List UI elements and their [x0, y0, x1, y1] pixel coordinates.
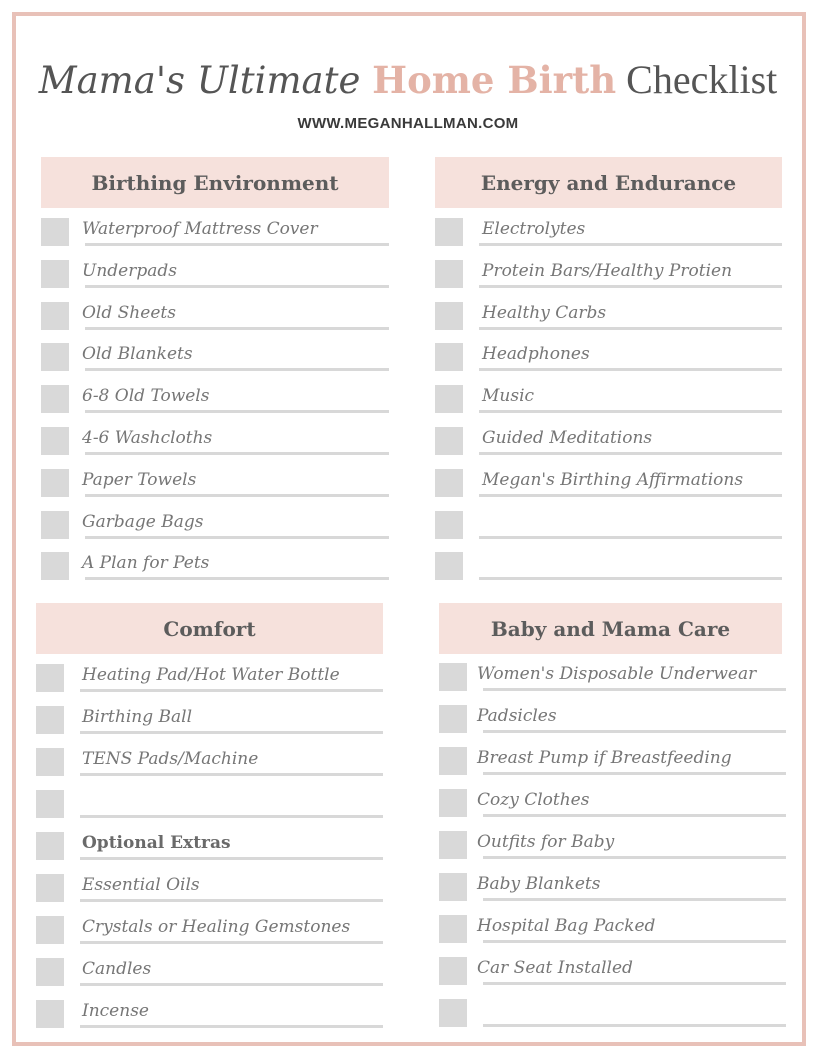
- item-label: Padsicles: [477, 706, 557, 726]
- checkbox[interactable]: [439, 999, 467, 1027]
- writing-line: [85, 285, 389, 288]
- checkbox[interactable]: [41, 552, 69, 580]
- checklist-item: [36, 832, 383, 874]
- checkbox[interactable]: [36, 748, 64, 776]
- section-heading: Baby and Mama Care: [439, 603, 782, 654]
- writing-line: [85, 410, 389, 413]
- writing-line: [80, 731, 383, 734]
- checklist-item: [435, 427, 782, 469]
- checkbox[interactable]: [439, 789, 467, 817]
- item-label: Hospital Bag Packed: [477, 916, 656, 936]
- title-part-3: Checklist: [616, 57, 778, 102]
- checklist-item: [36, 706, 383, 748]
- writing-line: [483, 898, 786, 901]
- writing-line: [483, 856, 786, 859]
- checkbox[interactable]: [439, 957, 467, 985]
- writing-line: [80, 689, 383, 692]
- checkbox[interactable]: [36, 706, 64, 734]
- writing-line: [85, 368, 389, 371]
- checklist-item: [439, 705, 786, 747]
- item-label: Breast Pump if Breastfeeding: [477, 748, 732, 768]
- writing-line: [483, 940, 786, 943]
- item-label: Crystals or Healing Gemstones: [82, 917, 351, 937]
- item-label: A Plan for Pets: [82, 553, 210, 573]
- item-label: Incense: [82, 1001, 149, 1021]
- writing-line: [80, 773, 383, 776]
- writing-line: [80, 941, 383, 944]
- item-label: Cozy Clothes: [477, 790, 590, 810]
- writing-line: [80, 815, 383, 818]
- item-label: TENS Pads/Machine: [82, 749, 259, 769]
- writing-line: [80, 899, 383, 902]
- checklist-item: [439, 831, 786, 873]
- checkbox[interactable]: [435, 511, 463, 539]
- item-label: Birthing Ball: [82, 707, 193, 727]
- writing-line: [85, 577, 389, 580]
- item-label: Headphones: [482, 344, 590, 364]
- title-part-2: Home Birth: [372, 58, 617, 102]
- checklist-item: [41, 302, 389, 344]
- item-label: Music: [482, 386, 535, 406]
- writing-line: [479, 327, 782, 330]
- checklist-item: [435, 511, 782, 553]
- item-label: Essential Oils: [82, 875, 200, 895]
- checklist-item: [435, 302, 782, 344]
- checklist-item: [439, 957, 786, 999]
- writing-line: [85, 452, 389, 455]
- item-label: Outfits for Baby: [477, 832, 615, 852]
- writing-line: [85, 494, 389, 497]
- item-label: Megan's Birthing Affirmations: [482, 470, 744, 490]
- checkbox[interactable]: [439, 705, 467, 733]
- checklist-item: [41, 552, 389, 594]
- checkbox[interactable]: [439, 663, 467, 691]
- item-label: Heating Pad/Hot Water Bottle: [82, 665, 340, 685]
- checkbox[interactable]: [41, 302, 69, 330]
- checkbox[interactable]: [41, 218, 69, 246]
- item-label: Underpads: [82, 261, 177, 281]
- checkbox[interactable]: [36, 916, 64, 944]
- checklist-item: [439, 747, 786, 789]
- checklist-item: [36, 748, 383, 790]
- checkbox[interactable]: [36, 1000, 64, 1028]
- checkbox[interactable]: [435, 427, 463, 455]
- checklist-item: [36, 790, 383, 832]
- checklist-item: [36, 1000, 383, 1042]
- checkbox[interactable]: [435, 218, 463, 246]
- checkbox[interactable]: [41, 260, 69, 288]
- checkbox[interactable]: [439, 915, 467, 943]
- checklist-item: [36, 916, 383, 958]
- item-label: 4-6 Washcloths: [82, 428, 213, 448]
- item-label: Car Seat Installed: [477, 958, 633, 978]
- checklist-item: [435, 552, 782, 594]
- checkbox[interactable]: [439, 831, 467, 859]
- checkbox[interactable]: [41, 343, 69, 371]
- item-label: Baby Blankets: [477, 874, 601, 894]
- checklist-item: [41, 343, 389, 385]
- checkbox[interactable]: [435, 469, 463, 497]
- checklist-item: [41, 260, 389, 302]
- item-label: Healthy Carbs: [482, 303, 607, 323]
- checkbox[interactable]: [439, 873, 467, 901]
- checkbox[interactable]: [36, 958, 64, 986]
- website-url: WWW.MEGANHALLMAN.COM: [297, 115, 519, 132]
- writing-line: [479, 536, 782, 539]
- writing-line: [483, 1024, 786, 1027]
- checklist-item: [439, 873, 786, 915]
- checkbox[interactable]: [36, 664, 64, 692]
- writing-line: [85, 327, 389, 330]
- writing-line: [483, 982, 786, 985]
- checklist-item: [435, 218, 782, 260]
- checkbox[interactable]: [36, 874, 64, 902]
- writing-line: [479, 410, 782, 413]
- checkbox[interactable]: [435, 552, 463, 580]
- checkbox[interactable]: [36, 832, 64, 860]
- checkbox[interactable]: [435, 385, 463, 413]
- writing-line: [483, 772, 786, 775]
- writing-line: [85, 243, 389, 246]
- writing-line: [479, 285, 782, 288]
- checkbox[interactable]: [435, 343, 463, 371]
- item-label: Guided Meditations: [482, 428, 653, 448]
- subheading-label: Optional Extras: [82, 833, 231, 853]
- checkbox[interactable]: [41, 469, 69, 497]
- checkbox[interactable]: [41, 385, 69, 413]
- checklist-item: [36, 874, 383, 916]
- checkbox[interactable]: [435, 260, 463, 288]
- writing-line: [479, 577, 782, 580]
- checklist-item: [439, 663, 786, 705]
- page-title: [0, 56, 816, 103]
- checklist-item: [439, 915, 786, 957]
- checklist-item: [435, 385, 782, 427]
- writing-line: [80, 983, 383, 986]
- item-label: 6-8 Old Towels: [82, 386, 210, 406]
- checklist-item: [435, 469, 782, 511]
- writing-line: [483, 688, 786, 691]
- writing-line: [479, 494, 782, 497]
- item-label: Paper Towels: [82, 470, 197, 490]
- checklist-item: [41, 427, 389, 469]
- checklist-item: [439, 999, 786, 1041]
- checklist-item: [435, 260, 782, 302]
- writing-line: [483, 730, 786, 733]
- checklist-item: [36, 664, 383, 706]
- item-label: Old Sheets: [82, 303, 176, 323]
- checkbox[interactable]: [435, 302, 463, 330]
- checkbox[interactable]: [439, 747, 467, 775]
- checklist-item: [439, 789, 786, 831]
- item-label: Protein Bars/Healthy Protien: [482, 261, 733, 281]
- writing-line: [80, 1025, 383, 1028]
- writing-line: [85, 536, 389, 539]
- checklist-item: [41, 469, 389, 511]
- title-part-1: Mama's Ultimate: [38, 59, 373, 102]
- writing-line: [479, 368, 782, 371]
- item-label: Garbage Bags: [82, 512, 204, 532]
- checklist-item: [435, 343, 782, 385]
- section-heading: Comfort: [36, 603, 383, 654]
- checklist-item: [36, 958, 383, 1000]
- section-heading: Energy and Endurance: [435, 157, 782, 208]
- writing-line: [479, 452, 782, 455]
- item-label: Old Blankets: [82, 344, 193, 364]
- writing-line: [80, 857, 383, 860]
- item-label: Women's Disposable Underwear: [477, 664, 757, 684]
- section-heading: Birthing Environment: [41, 157, 389, 208]
- item-label: Waterproof Mattress Cover: [82, 219, 318, 239]
- writing-line: [479, 243, 782, 246]
- checklist-item: [41, 218, 389, 260]
- item-label: Electrolytes: [482, 219, 586, 239]
- checkbox[interactable]: [41, 511, 69, 539]
- item-label: Candles: [82, 959, 152, 979]
- checklist-item: [41, 385, 389, 427]
- checkbox[interactable]: [41, 427, 69, 455]
- writing-line: [483, 814, 786, 817]
- checklist-item: [41, 511, 389, 553]
- checkbox[interactable]: [36, 790, 64, 818]
